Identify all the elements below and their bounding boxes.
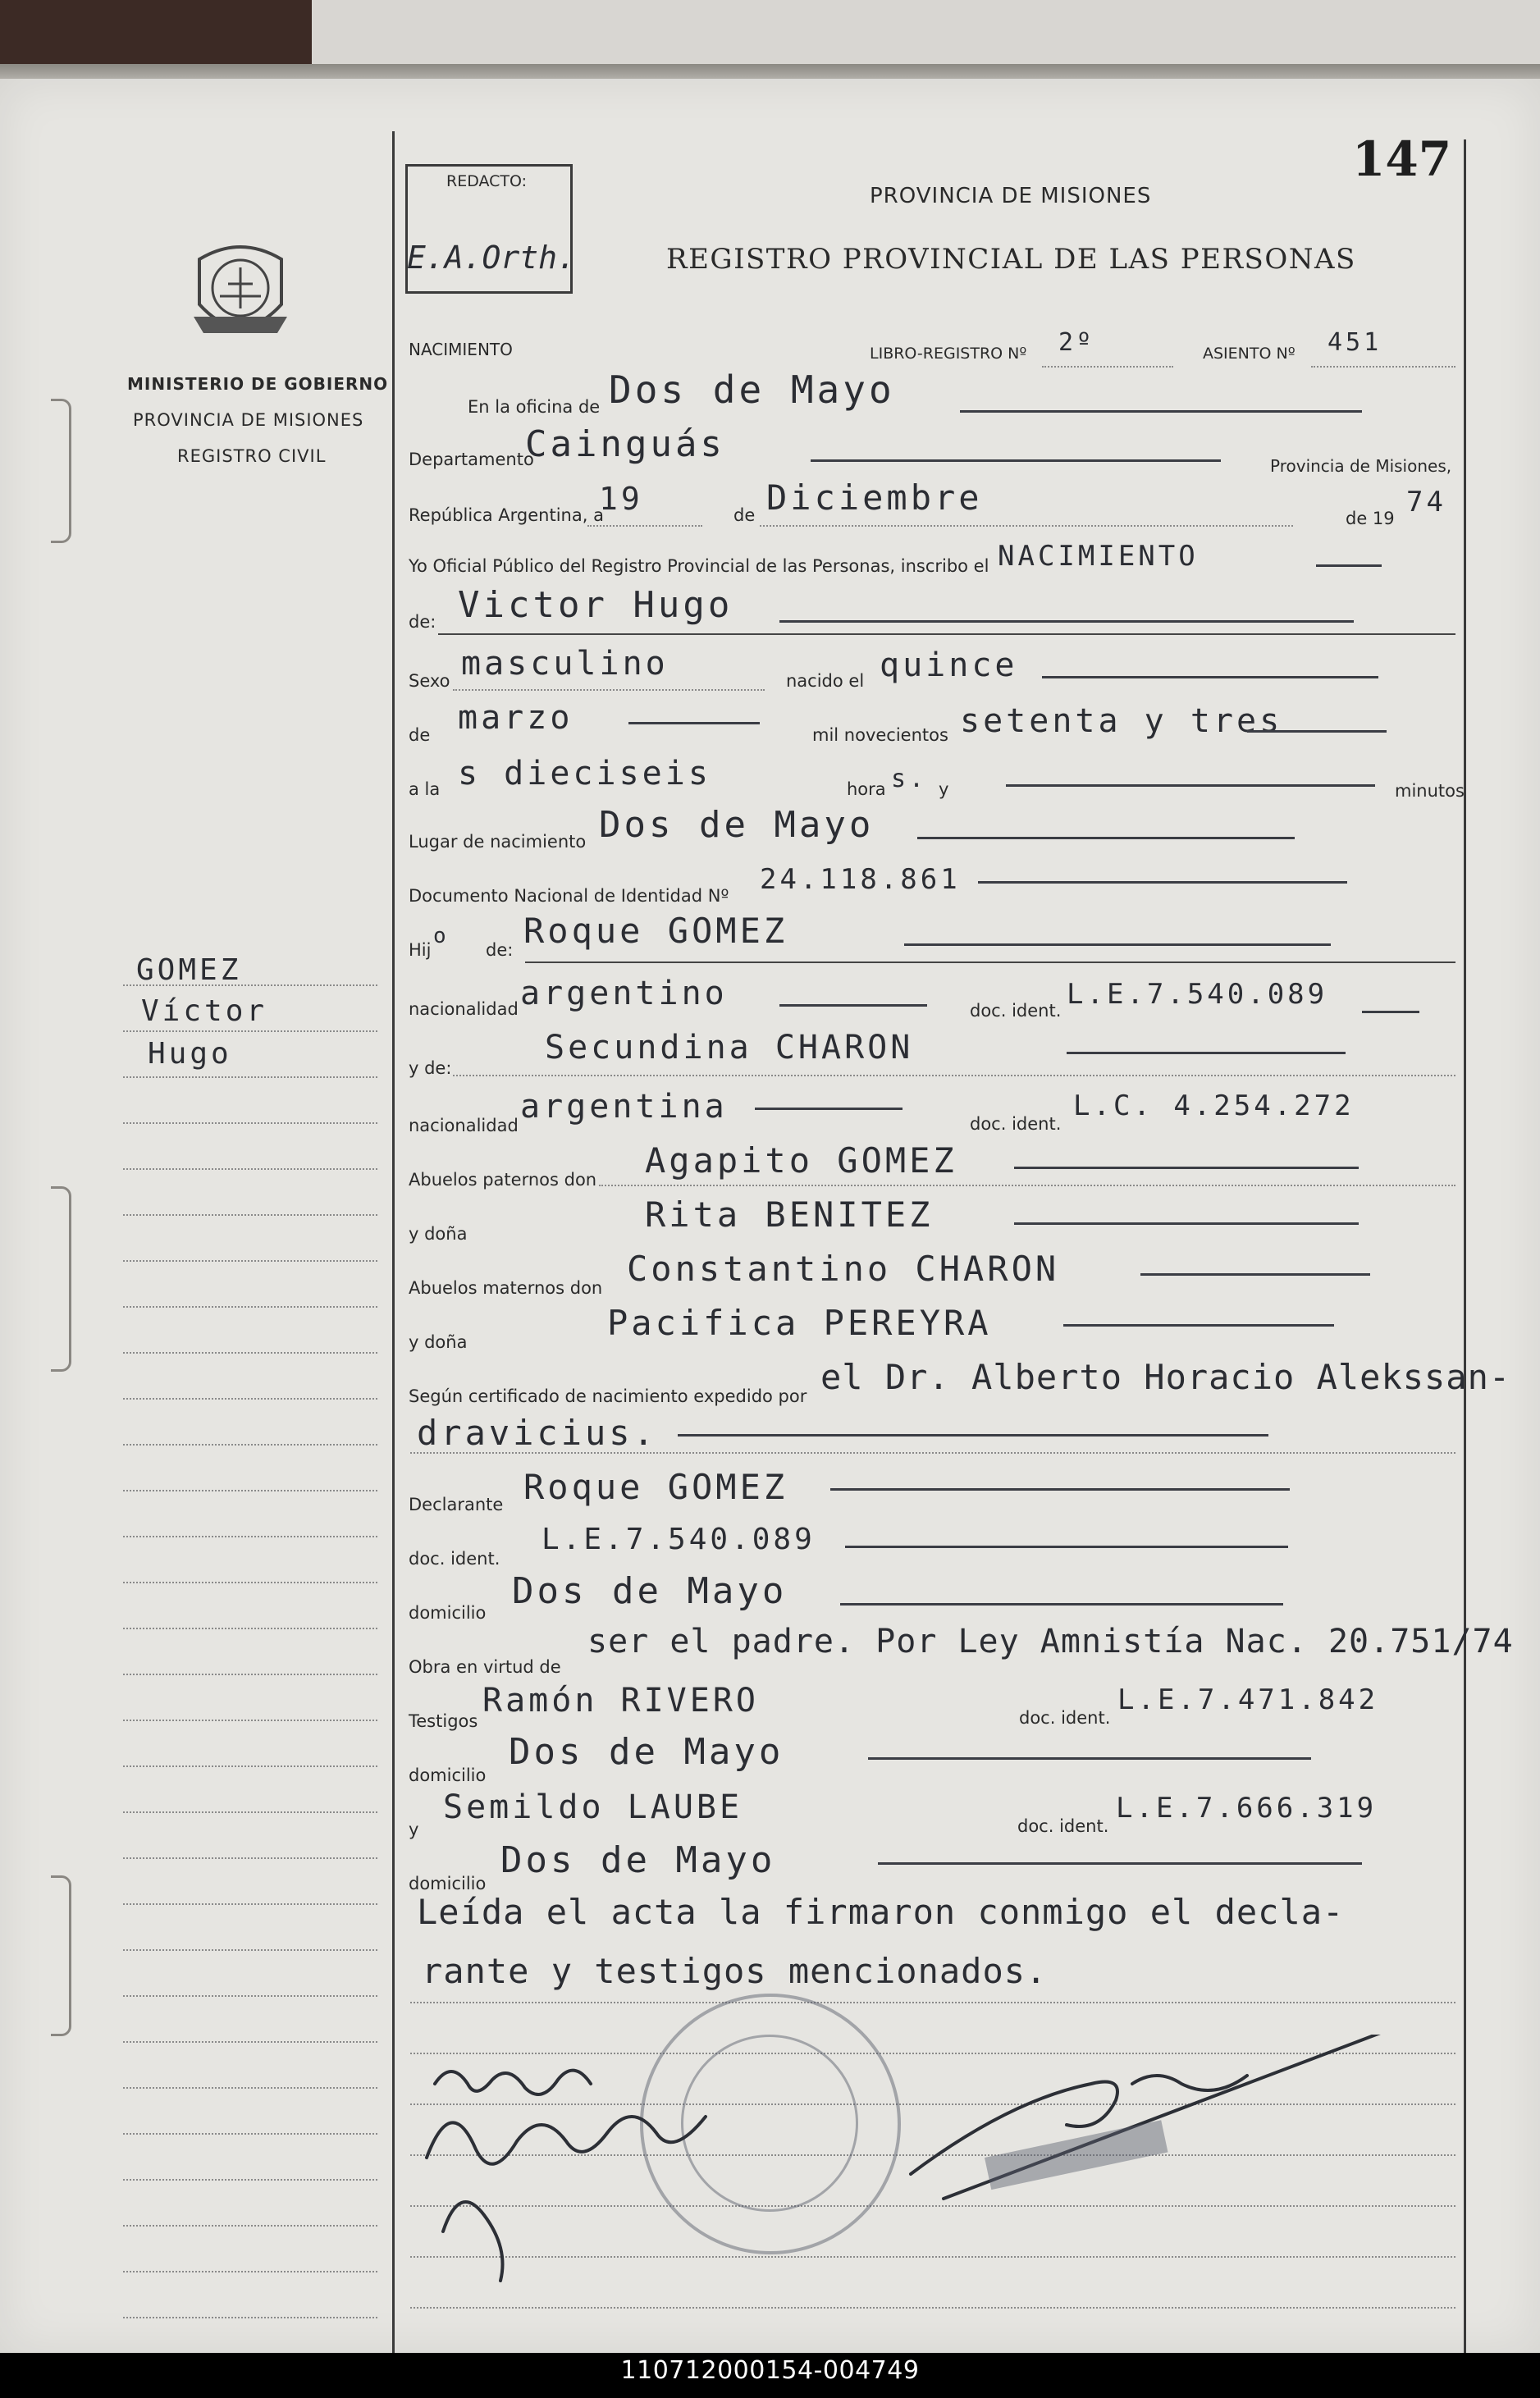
sexo-label: Sexo bbox=[409, 671, 450, 691]
obra-label: Obra en virtud de bbox=[409, 1657, 561, 1677]
de2-label: de bbox=[409, 725, 431, 745]
domicilio-t2-label: domicilio bbox=[409, 1874, 487, 1893]
de-label: de bbox=[733, 505, 756, 525]
margin-dotted-line bbox=[123, 2179, 377, 2181]
fill-dash bbox=[1042, 676, 1378, 678]
margin-dotted-line bbox=[123, 2087, 377, 2089]
margin-dotted-line bbox=[123, 2133, 377, 2135]
fill-dash bbox=[845, 1546, 1288, 1548]
margin-rule bbox=[392, 131, 395, 2355]
margin-dotted-line bbox=[123, 1949, 377, 1951]
margin-dotted-line bbox=[123, 2271, 377, 2272]
madre-value: Secundina CHARON bbox=[545, 1029, 914, 1067]
abuelos-pat-label: Abuelos paternos don bbox=[409, 1170, 597, 1190]
hora-label: hora bbox=[847, 779, 886, 799]
fill-dash bbox=[811, 459, 1221, 462]
abuelo-mat-value: Constantino CHARON bbox=[627, 1249, 1060, 1289]
nacimiento-label: NACIMIENTO bbox=[409, 340, 513, 359]
rule-line bbox=[438, 633, 1455, 635]
anio-label: de 19 bbox=[1346, 509, 1395, 528]
binding-clip bbox=[51, 399, 71, 543]
testigos-label: Testigos bbox=[409, 1711, 478, 1731]
domicilio-decl-label: domicilio bbox=[409, 1603, 487, 1623]
departamento-value: Cainguás bbox=[525, 423, 725, 465]
nombre-value: Victor Hugo bbox=[458, 584, 733, 626]
binding-clip bbox=[51, 1186, 71, 1372]
mes-value: Diciembre bbox=[766, 477, 983, 518]
doc-ident-madre-label: doc. ident. bbox=[970, 1114, 1062, 1134]
right-rule bbox=[1464, 139, 1466, 2355]
padre-value: Roque GOMEZ bbox=[523, 911, 788, 951]
header-province: PROVINCIA DE MISIONES bbox=[870, 184, 1152, 208]
hijo-suffix: o bbox=[433, 924, 450, 948]
minutos-label: minutos bbox=[1395, 781, 1465, 801]
dotted-line bbox=[453, 1075, 1455, 1076]
fill-dash bbox=[960, 410, 1362, 413]
margin-dotted-line bbox=[123, 1857, 377, 1859]
dotted-line bbox=[760, 525, 1293, 527]
nacionalidad-label: nacionalidad bbox=[409, 999, 519, 1019]
de-nombre-label: de: bbox=[409, 612, 436, 632]
domicilio-t1-label: domicilio bbox=[409, 1765, 487, 1785]
registry-label: REGISTRO CIVIL bbox=[177, 446, 327, 466]
abuela-pat-value: Rita BENITEZ bbox=[645, 1194, 934, 1235]
margin-dotted-line bbox=[123, 1168, 377, 1170]
margin-dotted-line bbox=[123, 1811, 377, 1813]
asiento-value: 451 bbox=[1328, 328, 1382, 357]
fill-dash bbox=[917, 837, 1295, 839]
y-testigo2-label: y bbox=[409, 1820, 419, 1839]
scan-footer-code: 110712000154-004749 bbox=[620, 2356, 920, 2385]
libro-label: LIBRO-REGISTRO Nº bbox=[870, 345, 1027, 363]
margin-dotted-line bbox=[123, 1398, 377, 1400]
lugar-label: Lugar de nacimiento bbox=[409, 832, 587, 852]
margin-dotted-line bbox=[123, 1720, 377, 1721]
doc-madre-value: L.C. 4.254.272 bbox=[1073, 1089, 1355, 1122]
margin-dotted-line bbox=[123, 1352, 377, 1354]
anio-nac-value: setenta y tres bbox=[960, 702, 1283, 740]
declarante-value: Roque GOMEZ bbox=[523, 1467, 788, 1507]
doc-ident-decl-label: doc. ident. bbox=[409, 1549, 500, 1569]
domicilio-decl-value: Dos de Mayo bbox=[512, 1570, 788, 1612]
closing-line-1: Leída el acta la firmaron conmigo el decla- bbox=[417, 1892, 1345, 1932]
header-title: REGISTRO PROVINCIAL DE LAS PERSONAS bbox=[666, 243, 1356, 276]
nacido-label: nacido el bbox=[786, 671, 865, 691]
signatures-image bbox=[410, 2035, 1469, 2330]
declarante-label: Declarante bbox=[409, 1495, 504, 1514]
oficina-label: En la oficina de bbox=[468, 397, 601, 417]
dni-label: Documento Nacional de Identidad Nº bbox=[409, 886, 729, 906]
domicilio-t2-value: Dos de Mayo bbox=[500, 1839, 776, 1881]
margin-dotted-line bbox=[123, 1674, 377, 1675]
dotted-line bbox=[587, 525, 702, 527]
abuela-mat-value: Pacifica PEREYRA bbox=[607, 1303, 992, 1343]
fill-dash bbox=[779, 1004, 927, 1007]
fill-dash bbox=[1014, 1167, 1359, 1169]
certificado-label: Según certificado de nacimiento expedido por bbox=[409, 1386, 807, 1406]
fill-dash bbox=[779, 620, 1354, 623]
margin-dotted-line bbox=[123, 2041, 377, 2043]
dotted-line bbox=[453, 689, 765, 691]
republica-label: República Argentina, a bbox=[409, 505, 604, 525]
fill-dash bbox=[830, 1488, 1290, 1491]
dotted-line bbox=[1311, 366, 1455, 368]
fill-dash bbox=[1014, 1222, 1359, 1225]
hijo-de-label: de: bbox=[486, 940, 514, 960]
doc-ident-t1-label: doc. ident. bbox=[1019, 1708, 1111, 1728]
margin-surname: GOMEZ bbox=[136, 953, 242, 987]
fill-dash bbox=[878, 1862, 1362, 1865]
asiento-label: ASIENTO Nº bbox=[1203, 345, 1296, 363]
nacionalidad-madre-label: nacionalidad bbox=[409, 1116, 519, 1135]
oficina-value: Dos de Mayo bbox=[609, 368, 895, 412]
mes-nac-value: marzo bbox=[458, 699, 574, 737]
dotted-line bbox=[1042, 366, 1173, 368]
libro-value: 2º bbox=[1058, 328, 1095, 357]
provincia-suffix: Provincia de Misiones, bbox=[1270, 456, 1452, 476]
left-province-label: PROVINCIA DE MISIONES bbox=[133, 410, 364, 430]
obra-value: ser el padre. Por Ley Amnistía Nac. 20.751/74 bbox=[587, 1623, 1514, 1660]
ala-label: a la bbox=[409, 779, 441, 799]
anio-value: 74 bbox=[1406, 486, 1446, 518]
doc-ident-label: doc. ident. bbox=[970, 1001, 1062, 1021]
margin-dotted-line bbox=[123, 1214, 377, 1216]
inscribo-value: NACIMIENTO bbox=[998, 540, 1199, 573]
fill-dash bbox=[1063, 1324, 1334, 1327]
redacto-label: REDACTO: bbox=[446, 172, 528, 190]
mil-label: mil novecientos bbox=[812, 725, 948, 745]
binding-clip bbox=[51, 1875, 71, 2036]
sexo-value: masculino bbox=[461, 645, 669, 683]
dni-value: 24.118.861 bbox=[760, 863, 961, 896]
margin-dotted-line bbox=[123, 1306, 377, 1308]
margin-dotted-line bbox=[123, 1582, 377, 1583]
fill-dash bbox=[678, 1434, 1268, 1437]
fill-dash bbox=[840, 1603, 1283, 1606]
margin-dotted-line bbox=[123, 1122, 377, 1124]
margin-dotted-line bbox=[123, 1030, 377, 1032]
abuelo-pat-value: Agapito GOMEZ bbox=[645, 1140, 957, 1181]
provincial-crest-icon bbox=[187, 235, 294, 346]
nac-madre-value: argentina bbox=[520, 1088, 728, 1126]
dotted-line bbox=[599, 1185, 1455, 1186]
margin-dotted-line bbox=[123, 1490, 377, 1491]
abuelos-mat-label: Abuelos maternos don bbox=[409, 1278, 603, 1298]
inscribo-label: Yo Oficial Público del Registro Provincial de las Personas, inscribo el bbox=[409, 556, 989, 576]
nacido-value: quince bbox=[880, 646, 1018, 684]
doc-ident-t2-label: doc. ident. bbox=[1017, 1816, 1109, 1836]
underlying-page bbox=[312, 0, 1540, 66]
dia-value: 19 bbox=[599, 481, 643, 517]
margin-dotted-line bbox=[123, 1536, 377, 1537]
margin-firstname: Víctor bbox=[141, 994, 268, 1028]
redacto-initials: E.A.Orth. bbox=[407, 240, 576, 276]
margin-dotted-line bbox=[123, 984, 377, 986]
testigo1-value: Ramón RIVERO bbox=[482, 1682, 759, 1720]
margin-middlename: Hugo bbox=[148, 1037, 232, 1071]
fill-dash bbox=[755, 1108, 903, 1110]
fill-dash bbox=[1140, 1273, 1370, 1276]
margin-dotted-line bbox=[123, 1260, 377, 1262]
doc-declarante-value: L.E.7.540.089 bbox=[542, 1523, 816, 1556]
hora-value: s dieciseis bbox=[458, 755, 711, 792]
page-number: 147 bbox=[1352, 131, 1452, 187]
closing-line-2: rante y testigos mencionados. bbox=[422, 1951, 1048, 1991]
dotted-line bbox=[410, 1452, 1455, 1454]
doc-padre-value: L.E.7.540.089 bbox=[1067, 978, 1328, 1011]
y-dona-mat-label: y doña bbox=[409, 1332, 468, 1352]
margin-dotted-line bbox=[123, 1628, 377, 1629]
margin-dotted-line bbox=[123, 2225, 377, 2227]
margin-dotted-line bbox=[123, 1076, 377, 1078]
margin-dotted-line bbox=[123, 1765, 377, 1767]
doc-testigo2-value: L.E.7.666.319 bbox=[1116, 1792, 1378, 1825]
fill-dash bbox=[628, 722, 760, 724]
hora-suffix: s. bbox=[891, 765, 928, 793]
doc-testigo1-value: L.E.7.471.842 bbox=[1117, 1683, 1379, 1716]
margin-dotted-line bbox=[123, 1995, 377, 1997]
fill-dash bbox=[868, 1757, 1311, 1760]
hijo-label: Hij bbox=[409, 940, 432, 960]
fill-dash bbox=[1316, 564, 1382, 567]
nac-padre-value: argentino bbox=[520, 975, 728, 1012]
ministry-label: MINISTERIO DE GOBIERNO bbox=[127, 374, 389, 394]
fill-dash bbox=[1247, 730, 1387, 733]
fill-dash bbox=[978, 881, 1347, 884]
rule-line bbox=[525, 961, 1455, 963]
lugar-value: Dos de Mayo bbox=[599, 804, 875, 846]
fill-dash bbox=[1006, 784, 1375, 787]
fill-dash bbox=[1067, 1052, 1346, 1054]
fill-dash bbox=[904, 943, 1331, 946]
margin-dotted-line bbox=[123, 1444, 377, 1446]
certificado-value: el Dr. Alberto Horacio Alekssan- bbox=[820, 1357, 1511, 1397]
margin-dotted-line bbox=[123, 2317, 377, 2318]
certificado-value-2: dravicius. bbox=[417, 1413, 657, 1453]
y-label: y bbox=[939, 779, 949, 799]
yde-label: y de: bbox=[409, 1058, 452, 1078]
margin-dotted-line bbox=[123, 1903, 377, 1905]
departamento-label: Departamento bbox=[409, 450, 534, 469]
domicilio-t1-value: Dos de Mayo bbox=[509, 1731, 784, 1773]
testigo2-value: Semildo LAUBE bbox=[443, 1788, 743, 1826]
y-dona-pat-label: y doña bbox=[409, 1224, 468, 1244]
fill-dash bbox=[1362, 1011, 1419, 1013]
form-dotted-line bbox=[410, 2002, 1455, 2003]
